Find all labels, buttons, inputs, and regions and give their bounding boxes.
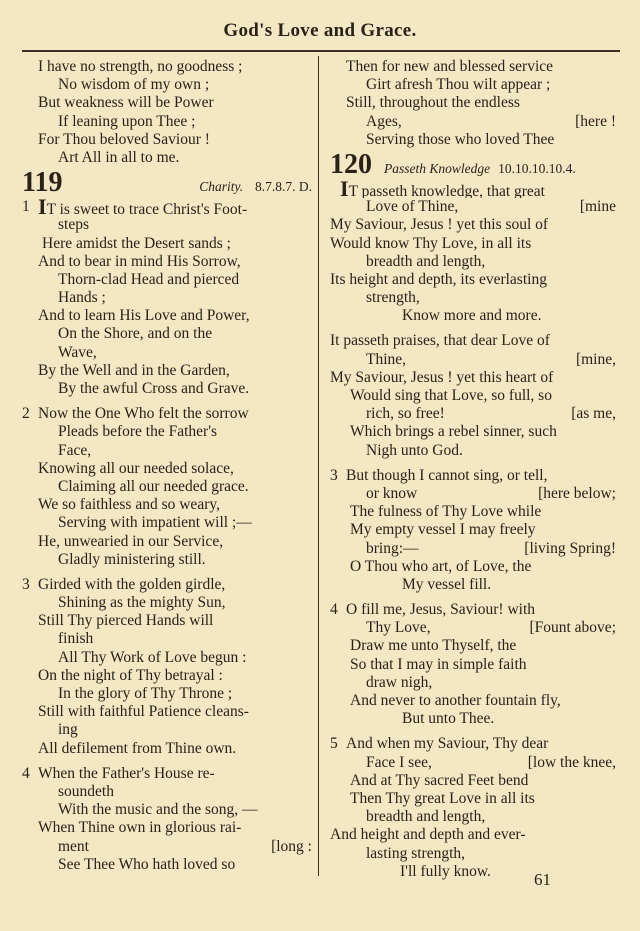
hymn-line: Know more and more. — [402, 307, 542, 325]
hymn-number: 120 — [330, 148, 372, 180]
hymn-line: Girt afresh Thou wilt appear ; — [366, 76, 551, 94]
turnover-bracket: [Fount above; — [529, 619, 616, 637]
hymn-line: Art All in all to me. — [58, 148, 180, 166]
verse-line — [22, 198, 312, 216]
hymn-line: I'll fully know. — [400, 862, 491, 880]
hymn-line — [330, 405, 616, 423]
hymn-line: My Saviour, Jesus ! yet this heart of — [330, 368, 554, 386]
verse-number: 4 — [330, 601, 338, 619]
hymn-line: Thorn-clad Head and pierced — [58, 270, 240, 288]
hymn-line: Still with faithful Patience cleans- — [38, 703, 249, 721]
hymn-line — [22, 838, 312, 856]
hymn-line: With the music and the song, — — [58, 801, 258, 819]
hymn-line — [330, 198, 616, 216]
hymn-line: Would sing that Love, so full, so — [350, 387, 552, 404]
hymn-line-text: ment — [58, 837, 89, 855]
hymn-number: 119 — [22, 167, 63, 199]
hymn-line: ing — [58, 721, 78, 739]
hymn-line: Then Thy great Love in all its — [350, 789, 535, 807]
page-title: God's Love and Grace. — [223, 20, 417, 41]
hymn-line: The fulness of Thy Love while — [350, 503, 542, 521]
hymn-line: Which brings a rebel sinner, such — [350, 423, 557, 441]
verse-number: 3 — [330, 466, 338, 484]
hymn-line: When Thine own in glorious rai- — [38, 819, 242, 837]
hymn-line: My vessel fill. — [402, 575, 492, 593]
left-column — [22, 58, 312, 874]
verse-line — [22, 576, 312, 594]
hymn-line: If leaning upon Thee ; — [58, 112, 196, 130]
turnover-bracket: [living Spring! — [524, 539, 616, 557]
hymn-line: See Thee Who hath loved so — [58, 855, 236, 873]
hymn-line: Hands ; — [58, 289, 106, 307]
hymn-line: He, unwearied in our Service, — [38, 532, 224, 550]
turnover-bracket: [as me, — [571, 405, 616, 423]
hymn-line — [330, 351, 616, 369]
hymn-line-text: rich, so free! — [366, 405, 445, 423]
hymn-line: All Thy Work of Love begun : — [58, 648, 247, 666]
hymn-line — [330, 754, 616, 772]
hymn-line-text: or know — [366, 484, 418, 502]
hymn-line-text: bring:— — [366, 539, 419, 557]
hymn-line: Serving those who loved Thee — [366, 130, 555, 148]
hymn-line-text: Now the One Who felt the sorrow — [38, 405, 249, 423]
hymn-line: It passeth praises, that dear Love of — [330, 332, 550, 350]
hymn-line-text: Thy Love, — [366, 619, 431, 637]
verse-number: 4 — [22, 764, 30, 782]
hymn-line: Would know Thy Love, in all its — [330, 234, 532, 252]
hymn-line: And never to another fountain fly, — [350, 692, 561, 709]
turnover-bracket: [here below; — [538, 484, 616, 502]
hymn-line: finish — [58, 630, 94, 648]
hymn-line: I have no strength, no goodness ; — [38, 58, 243, 75]
turnover-bracket: [long : — [271, 837, 312, 855]
turnover-bracket: [low the knee, — [527, 753, 616, 771]
hymn-line: Knowing all our needed solace, — [38, 459, 234, 477]
verse-line — [22, 765, 312, 783]
hymn-line: But weakness will be Power — [38, 94, 214, 112]
hymn-line: Pleads before the Father's — [58, 423, 218, 441]
hymn-line: Claiming all our needed grace. — [58, 477, 249, 495]
hymn-meter: 8.7.8.7. D. — [255, 179, 312, 195]
hymn-line: And to bear in mind His Sorrow, — [38, 252, 241, 270]
hymn-meter: 10.10.10.10.4. — [498, 160, 576, 176]
hymn-line-text: T passeth knowledge, that great — [348, 182, 545, 199]
hymn-line: And to learn His Love and Power, — [38, 307, 250, 325]
hymn-line: On the night of Thy betrayal : — [38, 666, 223, 684]
hymn-line: O Thou who art, of Love, the — [350, 557, 532, 575]
drop-cap: I — [340, 179, 349, 199]
hymn-line: Nigh unto God. — [366, 441, 463, 459]
hymn-line: But unto Thee. — [402, 710, 495, 728]
hymn-line-text: But though I cannot sing, or tell, — [346, 466, 548, 484]
verse-line — [330, 735, 616, 753]
verse-line — [22, 405, 312, 423]
hymn-line: For Thou beloved Saviour ! — [38, 130, 210, 148]
hymn-line: Wave, — [58, 343, 97, 361]
hymn-line: Still Thy pierced Hands will — [38, 612, 214, 630]
hymn-line-text: When the Father's House re- — [38, 764, 215, 782]
hymn-line-text: Ages, — [366, 112, 402, 130]
hymn-line: Then for new and blessed service — [346, 58, 554, 75]
hymn-line-text: Face I see, — [366, 753, 432, 771]
hymn-line: Face, — [58, 441, 92, 459]
hymn-line — [330, 113, 616, 131]
hymn-line: No wisdom of my own ; — [58, 76, 210, 94]
column-divider — [318, 56, 319, 876]
hymn-line: soundeth — [58, 782, 114, 800]
hymn-line-text: Thine, — [366, 350, 407, 368]
verse-line — [330, 180, 616, 198]
header-rule — [22, 50, 620, 52]
hymn-line: Shining as the mighty Sun, — [58, 594, 226, 612]
hymn-119-heading — [22, 167, 312, 199]
hymn-line: steps — [58, 216, 89, 234]
hymn-line: draw nigh, — [366, 673, 433, 691]
hymn-line: By the Well and in the Garden, — [38, 361, 230, 379]
hymn-line-text: Girded with the golden girdle, — [38, 575, 226, 593]
hymn-line — [330, 540, 616, 558]
hymn-line: On the Shore, and on the — [58, 325, 213, 343]
verse-number: 1 — [22, 198, 30, 216]
hymn-line: And at Thy sacred Feet bend — [350, 771, 529, 789]
turnover-bracket: [mine, — [575, 350, 616, 368]
hymn-line: My empty vessel I may freely — [350, 521, 536, 539]
hymn-line: My Saviour, Jesus ! yet this soul of — [330, 216, 549, 234]
hymn-line — [330, 485, 616, 503]
drop-cap: I — [38, 198, 47, 217]
hymn-line-text: And when my Saviour, Thy dear — [346, 735, 549, 753]
hymn-line-text: O fill me, Jesus, Saviour! with — [346, 601, 535, 619]
hymn-line: Its height and depth, its everlasting — [330, 270, 547, 288]
hymn-line: Here amidst the Desert sands ; — [42, 234, 231, 252]
hymn-line-text: T is sweet to trace Christ's Foot- — [46, 201, 248, 217]
turnover-bracket: [here ! — [575, 112, 616, 130]
hymn-120-heading — [330, 148, 616, 180]
hymn-line: Serving with impatient will ;— — [58, 514, 252, 532]
hymn-line: breadth and length, — [366, 808, 486, 826]
hymn-line: We so faithless and so weary, — [38, 496, 220, 514]
hymn-line: Gladly ministering still. — [58, 550, 206, 568]
hymn-tune: Passeth Knowledge — [384, 160, 491, 176]
turnover-bracket: [mine — [579, 198, 616, 216]
hymn-line: By the awful Cross and Grave. — [58, 380, 250, 397]
hymn-line-text: Love of Thine, — [366, 198, 459, 216]
hymn-line: Draw me unto Thyself, the — [350, 637, 517, 655]
hymn-line: So that I may in simple faith — [350, 655, 527, 673]
hymn-line: lasting strength, — [366, 844, 466, 862]
right-column — [330, 58, 616, 881]
hymn-tune: Charity. — [199, 179, 244, 195]
hymn-line: In the glory of Thy Throne ; — [58, 685, 233, 702]
verse-number: 3 — [22, 575, 30, 593]
verse-number: 5 — [330, 735, 338, 753]
hymn-line: Still, throughout the endless — [346, 94, 520, 112]
hymn-line — [330, 619, 616, 637]
verse-number: 2 — [22, 405, 30, 423]
hymn-line: All defilement from Thine own. — [38, 739, 237, 757]
verse-line — [330, 601, 616, 619]
page-number: 61 — [534, 870, 551, 889]
hymn-line: And height and depth and ever- — [330, 826, 526, 844]
verse-line — [330, 467, 616, 485]
hymn-line: breadth and length, — [366, 252, 486, 270]
hymn-line: strength, — [366, 289, 420, 307]
